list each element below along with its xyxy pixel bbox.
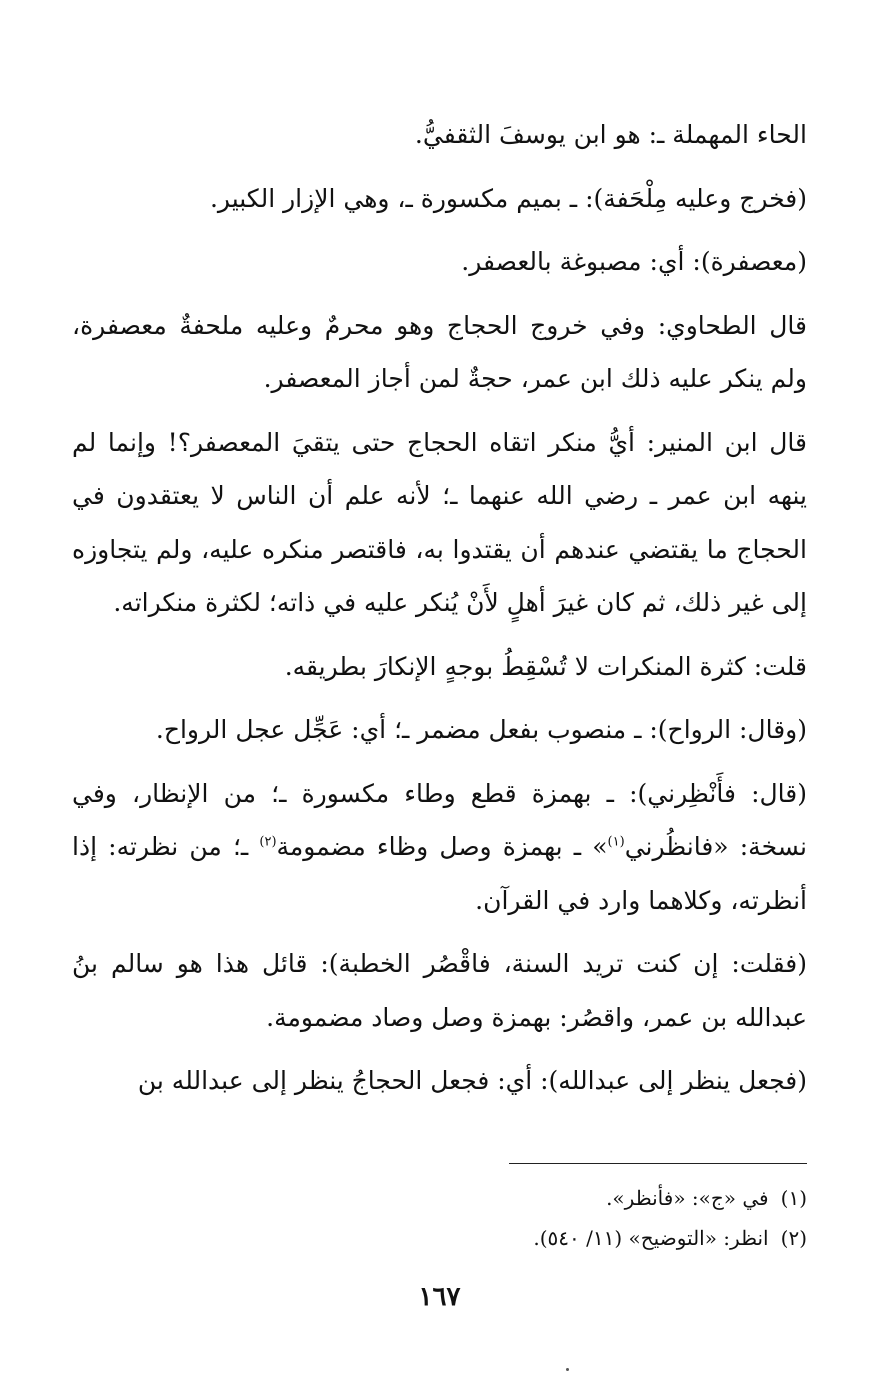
- footnote-ref-2: (٢): [259, 834, 277, 850]
- paragraph-2: (فخرج وعليه مِلْحَفة): ـ بميم مكسورة ـ، وهي الإزار الكبير.: [209, 183, 807, 213]
- paragraph-8: [72, 767, 807, 928]
- paragraph-9: (فقلت: إن كنت تريد السنة، فاقْصُر الخطبة): قائل هذا هو سالم بنُ عبدالله بن عمر، واقصُر: بهمزة وصل وصاد مضمومة.: [72, 949, 807, 1032]
- footnote-2: [72, 1218, 807, 1258]
- footnote-ref-1: (١): [607, 834, 625, 850]
- paragraph-4: قال الطحاوي: وفي خروج الحجاج وهو محرمٌ وعليه ملحفةٌ معصفرة، ولم ينكر عليه ذلك ابن عمر، حجةٌ لمن أجاز المعصفر.: [72, 310, 807, 393]
- footnote-2-text: انظر: «التوضيح» (١١/ ٥٤٠).: [533, 1226, 769, 1250]
- footnote-2-number: (٢): [780, 1226, 807, 1250]
- paragraph-8-part-3: ـ؛ من نظرته: إذا أنظرته، وكلاهما وارد في القرآن.: [72, 832, 807, 915]
- footnote-1-text: في «ج»: «فأنظر».: [606, 1186, 769, 1210]
- page-number: ١٦٧: [418, 1282, 461, 1312]
- paragraph-8-part-1: (قال: فأَنْظِرني): ـ بهمزة قطع وطاء مكسورة ـ؛ من الإنظار، وفي نسخة: «فانظُرني: [72, 778, 807, 861]
- paragraph-3: (معصفرة): أي: مصبوغة بالعصفر.: [461, 247, 807, 276]
- paragraph-7: (وقال: الرواح): ـ منصوب بفعل مضمر ـ؛ أي: عَجِّل عجل الرواح.: [155, 715, 807, 744]
- footnote-1: [72, 1178, 807, 1218]
- paragraph-6: قلت: كثرة المنكرات لا تُسْقِطُ بوجهٍ الإنكارَ بطريقه.: [284, 651, 807, 681]
- paragraph-8-part-2: » ـ بهمزة وصل وظاء مضمومة: [276, 832, 608, 861]
- main-text: [72, 108, 807, 1118]
- footnote-1-number: (١): [780, 1186, 807, 1210]
- paragraph-10: (فجعل ينظر إلى عبدالله): أي: فجعل الحجاجُ ينظر إلى عبدالله بن: [137, 1066, 807, 1095]
- scan-speck: [566, 1368, 569, 1371]
- paragraph-5: قال ابن المنير: أيُّ منكر اتقاه الحجاج حتى يتقيَ المعصفر؟! وإنما لم ينهه ابن عمر ـ رضي الله عنهما ـ؛ لأنه علم أن الناس لا يعتقدون في الحجاج ما يقتضي عندهم أن يقتدوا به، فاقتصر منكره عليه، ولم يتجاوزه إلى غير ذلك، ثم كان غيرَ أهلٍ لأَنْ يُنكر عليه في ذاته؛ لكثرة منكراته.: [72, 427, 807, 617]
- footnote-divider: [509, 1163, 807, 1164]
- paragraph-1: الحاء المهملة ـ: هو ابن يوسفَ الثقفيُّ.: [414, 120, 807, 149]
- footnotes: [72, 1178, 807, 1258]
